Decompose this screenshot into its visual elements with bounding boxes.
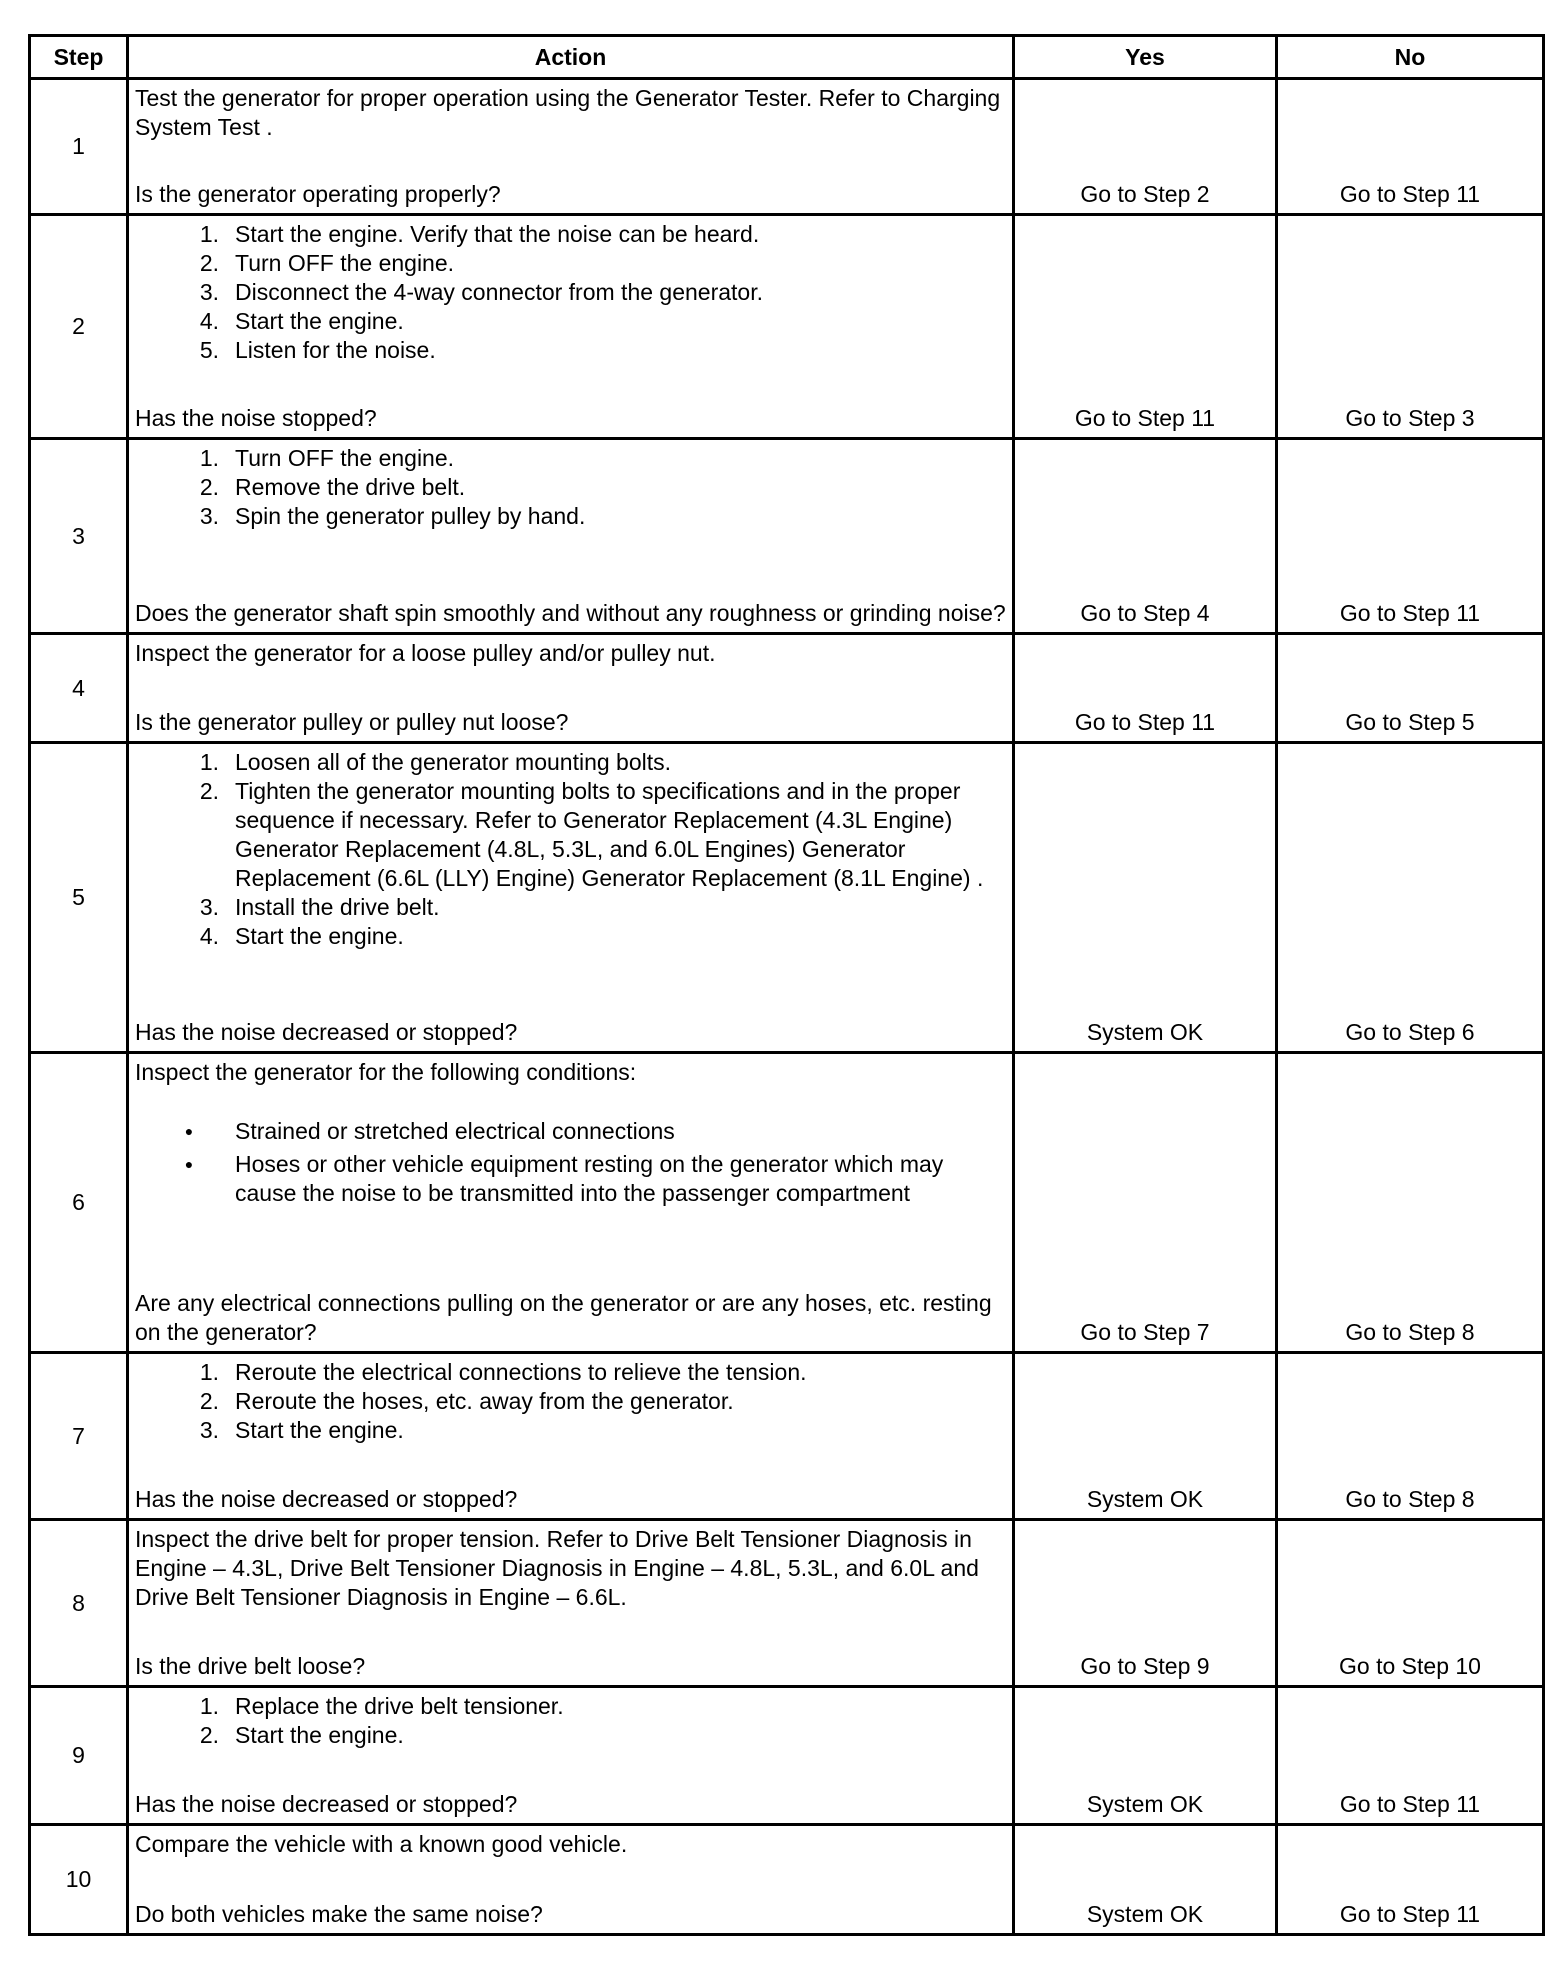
item-text: Tighten the generator mounting bolts to specifications and in the proper sequence if necessary. Refer to Generator Replacement (4.3L Engine) Generator Replacement (4.8L, 5.3L, and 6.0L Engines) Generator Replacement (6.6L (LLY) Engine) Generator Replacement (8.1L Engine) . — [235, 778, 984, 891]
item-number: 1. — [199, 749, 219, 775]
item-number: 1. — [199, 1693, 219, 1719]
item-text: Spin the generator pulley by hand. — [235, 503, 586, 529]
no-result: Go to Step 11 — [1277, 79, 1544, 215]
item-number: 4. — [199, 308, 219, 334]
item-text: Start the engine. — [235, 1722, 404, 1748]
table-row — [30, 1053, 1544, 1353]
action-cell — [128, 1520, 1014, 1687]
yes-result: System OK — [1014, 1353, 1277, 1520]
yes-result: Go to Step 7 — [1014, 1053, 1277, 1353]
item-text: Remove the drive belt. — [235, 474, 466, 500]
yes-result: Go to Step 11 — [1014, 215, 1277, 439]
action-intro: Inspect the generator for the following conditions: — [135, 1059, 637, 1085]
step-number: 2 — [30, 215, 128, 439]
step-number: 9 — [30, 1687, 128, 1825]
step-number: 5 — [30, 743, 128, 1053]
item-text: Start the engine. — [235, 308, 404, 334]
item-number: 1. — [199, 445, 219, 471]
table-row — [30, 634, 1544, 743]
action-cell — [128, 1687, 1014, 1825]
yes-result: System OK — [1014, 1825, 1277, 1935]
action-intro: Inspect the drive belt for proper tension. Refer to Drive Belt Tensioner Diagnosis in Engine – 4.3L, Drive Belt Tensioner Diagnosis in Engine – 4.8L, 5.3L, and 6.0L and Drive Belt Tensioner Diagnosis in Engine – 6.6L. — [135, 1526, 979, 1610]
item-number: 2. — [199, 250, 219, 276]
list-item — [135, 220, 1006, 249]
action-cell — [128, 439, 1014, 634]
list-item — [135, 922, 1006, 951]
table-row — [30, 215, 1544, 439]
bullet-item — [135, 1150, 1006, 1208]
action-question: Has the noise stopped? — [135, 405, 377, 431]
header-step: Step — [30, 36, 128, 79]
yes-result: Go to Step 2 — [1014, 79, 1277, 215]
list-item — [135, 777, 1006, 893]
list-item — [135, 444, 1006, 473]
action-intro: Inspect the generator for a loose pulley and/or pulley nut. — [135, 640, 716, 666]
action-cell — [128, 1053, 1014, 1353]
no-result: Go to Step 5 — [1277, 634, 1544, 743]
action-question: Do both vehicles make the same noise? — [135, 1901, 543, 1927]
item-number: 2. — [199, 1722, 219, 1748]
yes-result: System OK — [1014, 1687, 1277, 1825]
list-item — [135, 473, 1006, 502]
step-number: 1 — [30, 79, 128, 215]
no-result: Go to Step 11 — [1277, 1825, 1544, 1935]
yes-result: System OK — [1014, 743, 1277, 1053]
list-item — [135, 336, 1006, 365]
item-text: Turn OFF the engine. — [235, 250, 455, 276]
item-text: Turn OFF the engine. — [235, 445, 455, 471]
step-number: 3 — [30, 439, 128, 634]
no-result: Go to Step 11 — [1277, 439, 1544, 634]
bullet-text: Hoses or other vehicle equipment resting on the generator which may cause the noise to be transmitted into the passenger compartment — [235, 1151, 944, 1206]
yes-result: Go to Step 9 — [1014, 1520, 1277, 1687]
step-number: 7 — [30, 1353, 128, 1520]
step-number: 10 — [30, 1825, 128, 1935]
action-cell — [128, 743, 1014, 1053]
item-number: 2. — [199, 474, 219, 500]
item-text: Reroute the hoses, etc. away from the generator. — [235, 1388, 734, 1414]
numbered-steps — [135, 444, 1006, 531]
header-yes: Yes — [1014, 36, 1277, 79]
item-number: 1. — [199, 1359, 219, 1385]
no-result: Go to Step 3 — [1277, 215, 1544, 439]
action-cell — [128, 1825, 1014, 1935]
action-cell — [128, 1353, 1014, 1520]
action-question: Is the generator operating properly? — [135, 181, 501, 207]
action-intro: Test the generator for proper operation using the Generator Tester. Refer to Charging System Test . — [135, 85, 1001, 140]
action-intro: Compare the vehicle with a known good vehicle. — [135, 1831, 628, 1857]
item-number: 2. — [199, 778, 219, 804]
table-row — [30, 1353, 1544, 1520]
action-question: Has the noise decreased or stopped? — [135, 1791, 518, 1817]
table-row — [30, 743, 1544, 1053]
item-text: Start the engine. Verify that the noise can be heard. — [235, 221, 760, 247]
item-text: Loosen all of the generator mounting bolts. — [235, 749, 672, 775]
action-question: Has the noise decreased or stopped? — [135, 1019, 518, 1045]
item-text: Reroute the electrical connections to relieve the tension. — [235, 1359, 807, 1385]
item-number: 1. — [199, 221, 219, 247]
bullet-text: Strained or stretched electrical connections — [235, 1118, 675, 1144]
action-cell — [128, 215, 1014, 439]
list-item — [135, 307, 1006, 336]
no-result: Go to Step 6 — [1277, 743, 1544, 1053]
list-item — [135, 278, 1006, 307]
action-question: Are any electrical connections pulling on the generator or are any hoses, etc. resting on the generator? — [135, 1290, 992, 1345]
no-result: Go to Step 8 — [1277, 1353, 1544, 1520]
header-no: No — [1277, 36, 1544, 79]
item-number: 3. — [199, 894, 219, 920]
yes-result: Go to Step 4 — [1014, 439, 1277, 634]
numbered-steps — [135, 748, 1006, 951]
bullet-icon: ● — [184, 1123, 194, 1139]
numbered-steps — [135, 1358, 1006, 1445]
header-row — [30, 36, 1544, 79]
bullet-list — [135, 1117, 1006, 1212]
table-row — [30, 439, 1544, 634]
item-number: 3. — [199, 503, 219, 529]
numbered-steps — [135, 220, 1006, 365]
diagnostic-table — [28, 34, 1545, 1936]
item-text: Install the drive belt. — [235, 894, 440, 920]
step-number: 6 — [30, 1053, 128, 1353]
item-text: Disconnect the 4-way connector from the generator. — [235, 279, 764, 305]
bullet-icon: ● — [184, 1156, 194, 1172]
no-result: Go to Step 11 — [1277, 1687, 1544, 1825]
action-question: Is the generator pulley or pulley nut loose? — [135, 709, 569, 735]
item-number: 3. — [199, 279, 219, 305]
list-item — [135, 748, 1006, 777]
item-text: Start the engine. — [235, 1417, 404, 1443]
action-question: Has the noise decreased or stopped? — [135, 1486, 518, 1512]
list-item — [135, 1692, 1006, 1721]
item-number: 4. — [199, 923, 219, 949]
list-item — [135, 249, 1006, 278]
list-item — [135, 1721, 1006, 1750]
bullet-item — [135, 1117, 1006, 1146]
list-item — [135, 893, 1006, 922]
list-item — [135, 1387, 1006, 1416]
list-item — [135, 1416, 1006, 1445]
header-action: Action — [128, 36, 1014, 79]
numbered-steps — [135, 1692, 1006, 1750]
action-cell — [128, 634, 1014, 743]
item-number: 3. — [199, 1417, 219, 1443]
item-number: 5. — [199, 337, 219, 363]
no-result: Go to Step 8 — [1277, 1053, 1544, 1353]
item-text: Listen for the noise. — [235, 337, 436, 363]
yes-result: Go to Step 11 — [1014, 634, 1277, 743]
table-row — [30, 79, 1544, 215]
step-number: 4 — [30, 634, 128, 743]
no-result: Go to Step 10 — [1277, 1520, 1544, 1687]
table-row — [30, 1687, 1544, 1825]
step-number: 8 — [30, 1520, 128, 1687]
list-item — [135, 1358, 1006, 1387]
item-text: Replace the drive belt tensioner. — [235, 1693, 564, 1719]
table-row — [30, 1825, 1544, 1935]
list-item — [135, 502, 1006, 531]
item-text: Start the engine. — [235, 923, 404, 949]
table-row — [30, 1520, 1544, 1687]
action-question: Does the generator shaft spin smoothly and without any roughness or grinding noise? — [135, 600, 1006, 626]
action-question: Is the drive belt loose? — [135, 1653, 366, 1679]
item-number: 2. — [199, 1388, 219, 1414]
action-cell — [128, 79, 1014, 215]
